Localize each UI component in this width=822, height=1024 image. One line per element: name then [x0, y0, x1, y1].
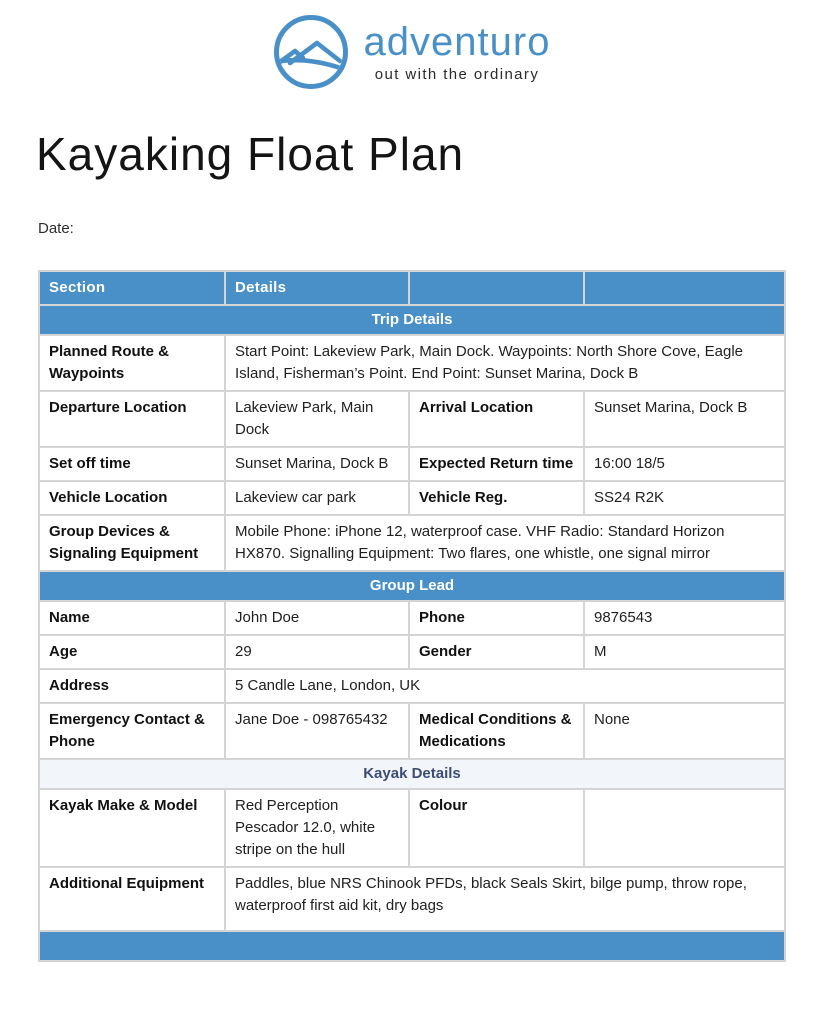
row-label: Name: [39, 601, 225, 635]
section-title: Group Lead: [39, 571, 785, 601]
section-header-trip-details: [39, 305, 785, 335]
table-row: [39, 703, 785, 759]
table-row: [39, 515, 785, 571]
row-label: Arrival Location: [409, 391, 584, 447]
row-label: Age: [39, 635, 225, 669]
row-value: John Doe: [225, 601, 409, 635]
column-header-empty-1: [409, 271, 584, 305]
row-value: None: [584, 703, 785, 759]
section-title: Trip Details: [39, 305, 785, 335]
page-title: Kayaking Float Plan: [36, 128, 465, 180]
clipped-section-header-row: [39, 931, 785, 961]
row-label: Vehicle Reg.: [409, 481, 584, 515]
row-label: Group Devices & Signaling Equipment: [39, 515, 225, 571]
row-label: Additional Equipment: [39, 867, 225, 931]
section-header-kayak-details: [39, 759, 785, 789]
row-value: SS24 R2K: [584, 481, 785, 515]
table-row: [39, 601, 785, 635]
date-label: Date:: [38, 219, 74, 237]
table-row: [39, 335, 785, 391]
row-value: Sunset Marina, Dock B: [225, 447, 409, 481]
table-row: [39, 391, 785, 447]
row-value: 29: [225, 635, 409, 669]
row-value: Mobile Phone: iPhone 12, waterproof case. VHF Radio: Standard Horizon HX870. Signalling Equipment: Two flares, one whistle, one signal mirror: [225, 515, 785, 571]
table-header-row: [39, 271, 785, 305]
section-title: Kayak Details: [39, 759, 785, 789]
row-value: Lakeview Park, Main Dock: [225, 391, 409, 447]
table-row: [39, 635, 785, 669]
row-label: Kayak Make & Model: [39, 789, 225, 867]
section-header-group-lead: [39, 571, 785, 601]
table-row: [39, 789, 785, 867]
row-label: Gender: [409, 635, 584, 669]
table-row: [39, 481, 785, 515]
row-label: Planned Route & Waypoints: [39, 335, 225, 391]
clipped-section-header: [39, 931, 785, 961]
row-label: Colour: [409, 789, 584, 867]
row-value: Lakeview car park: [225, 481, 409, 515]
row-value: Sunset Marina, Dock B: [584, 391, 785, 447]
row-label: Medical Conditions & Medications: [409, 703, 584, 759]
row-label: Address: [39, 669, 225, 703]
brand-name: adventuro: [363, 20, 551, 64]
brand-logo: [0, 0, 822, 91]
row-label: Expected Return time: [409, 447, 584, 481]
row-label: Departure Location: [39, 391, 225, 447]
row-label: Emergency Contact & Phone: [39, 703, 225, 759]
row-value: 5 Candle Lane, London, UK: [225, 669, 785, 703]
row-value: [584, 789, 785, 867]
row-label: Phone: [409, 601, 584, 635]
table-row: [39, 669, 785, 703]
table-row: [39, 447, 785, 481]
table-row: [39, 867, 785, 931]
row-value: 16:00 18/5: [584, 447, 785, 481]
column-header-details: Details: [225, 271, 409, 305]
row-value: Jane Doe - 098765432: [225, 703, 409, 759]
row-value: Start Point: Lakeview Park, Main Dock. Waypoints: North Shore Cove, Eagle Island, Fisherman’s Point. End Point: Sunset Marina, Dock B: [225, 335, 785, 391]
column-header-section: Section: [39, 271, 225, 305]
brand-tagline: out with the ordinary: [374, 66, 540, 83]
brand-wordmark: [364, 21, 551, 83]
mountain-circle-icon: [272, 13, 350, 91]
column-header-empty-2: [584, 271, 785, 305]
float-plan-table: [38, 270, 786, 962]
row-label: Vehicle Location: [39, 481, 225, 515]
row-value: M: [584, 635, 785, 669]
row-value: Paddles, blue NRS Chinook PFDs, black Seals Skirt, bilge pump, throw rope, waterproof first aid kit, dry bags: [225, 867, 785, 931]
row-value: 9876543: [584, 601, 785, 635]
row-label: Set off time: [39, 447, 225, 481]
row-value: Red Perception Pescador 12.0, white stripe on the hull: [225, 789, 409, 867]
